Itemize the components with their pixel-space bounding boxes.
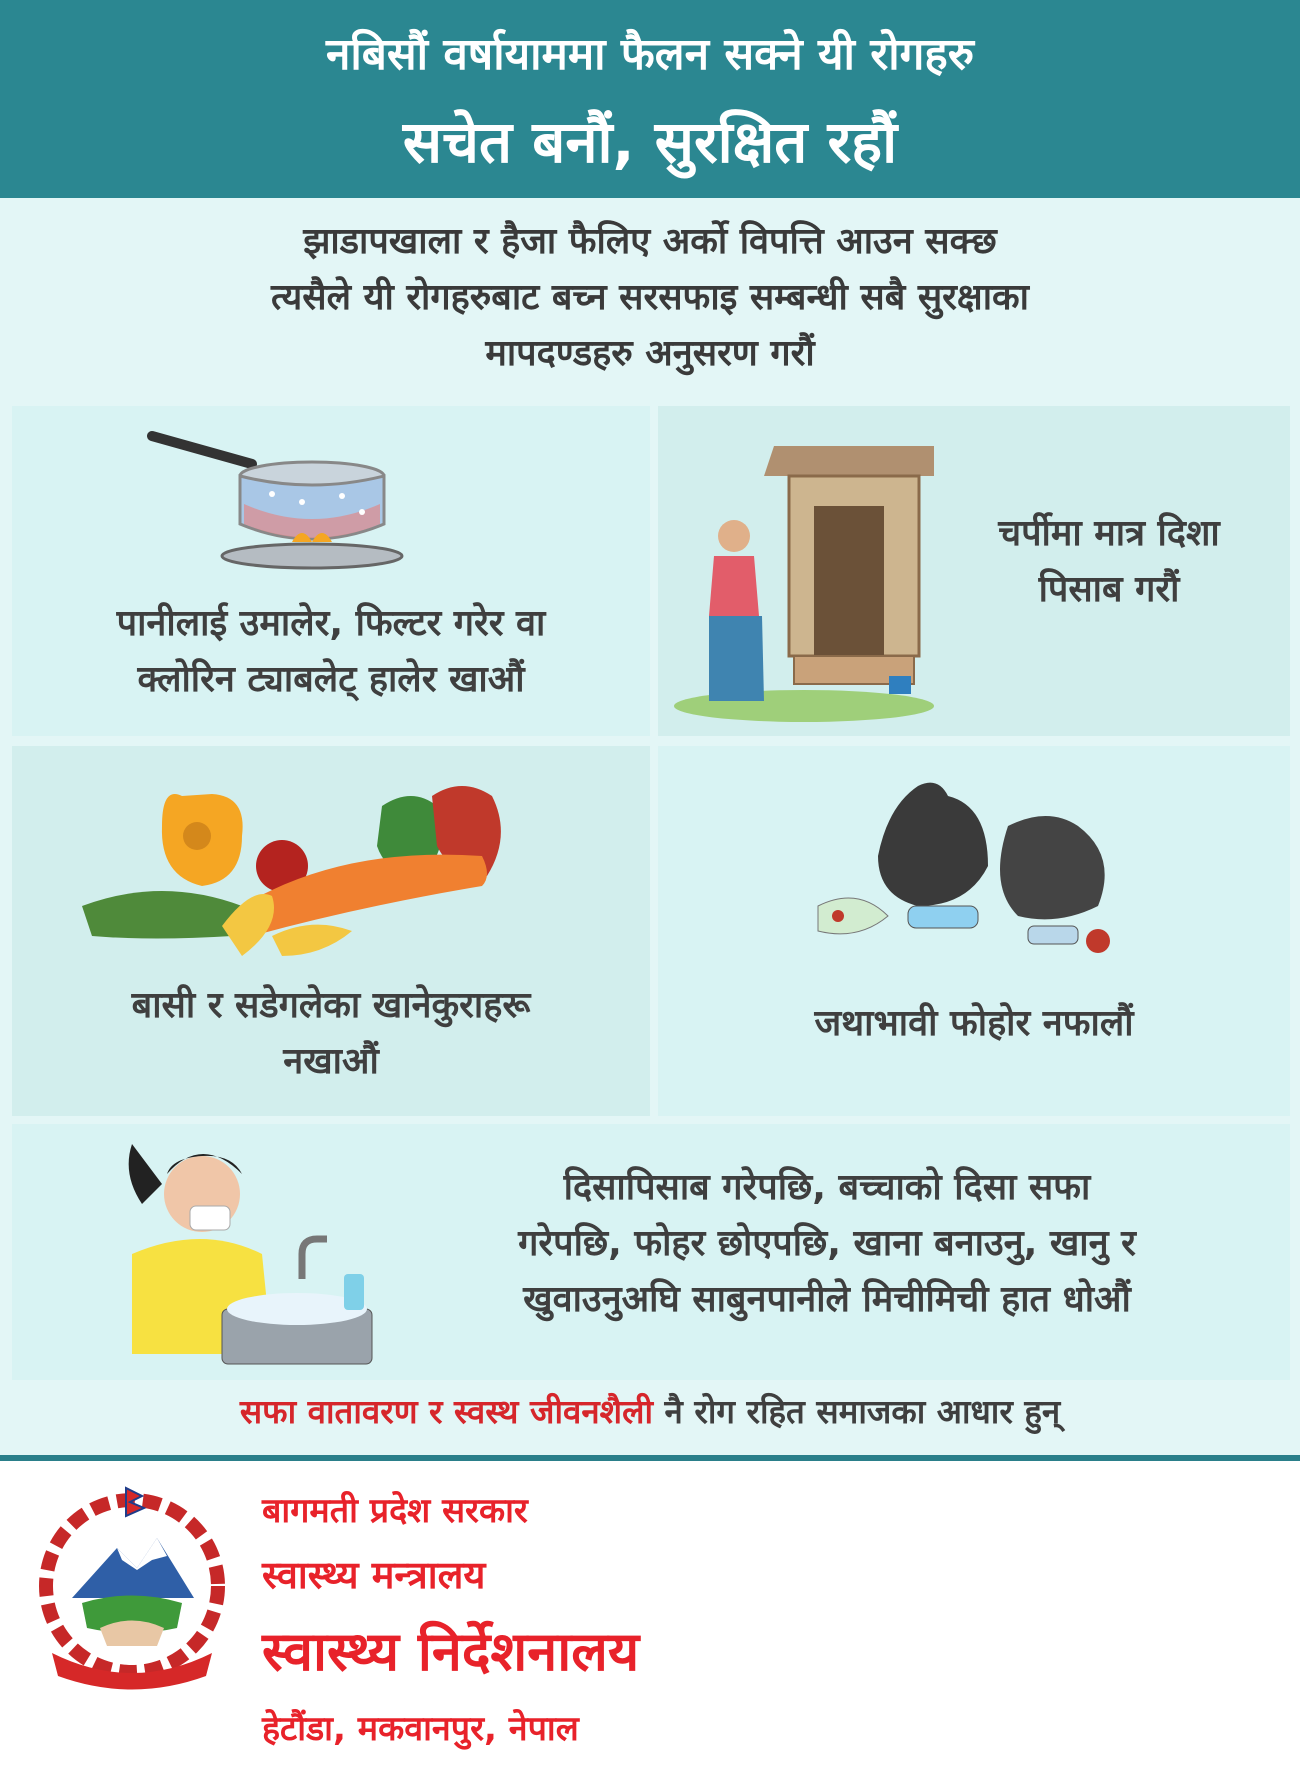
caption-line: क्लोरिन ट्याबलेट् हालेर खाऔं [137, 659, 525, 700]
header-subtitle: सचेत बनौं, सुरक्षित रहौं [402, 108, 898, 176]
caption-line: गरेपछि, फोहर छोएपछि, खाना बनाउनु, खानु र [518, 1223, 1136, 1264]
rotten-vegetables-icon [82, 766, 542, 966]
intro-line: त्यसैले यी रोगहरुबाट बच्न सरसफाइ सम्बन्धी सबै सुरक्षाका [270, 277, 1030, 318]
caption-line: बासी र सडेगलेका खानेकुराहरू [131, 985, 531, 1026]
header-title: नबिसौं वर्षायाममा फैलन सक्ने यी रोगहरु [325, 29, 975, 80]
tip-caption-water [12, 596, 650, 708]
emblem-motto: जननी जन्मभूमिश्च स्वर्गादपि गरीयसी [66, 1693, 200, 1704]
intro-line: झाडापखाला र हैजा फैलिए अर्को विपत्ति आउन सक्छ [303, 221, 997, 262]
slogan-highlight: सफा वातावरण र स्वस्थ जीवनशैली [239, 1392, 654, 1431]
tip-panel-waste [658, 746, 1290, 1116]
caption-line: दिसापिसाब गरेपछि, बच्चाको दिसा सफा [563, 1167, 1091, 1208]
tip-panel-water [12, 406, 650, 736]
slogan-rest: नै रोग रहित समाजका आधार हुन् [653, 1392, 1061, 1431]
intro-line: मापदण्डहरु अनुसरण गरौं [485, 333, 815, 374]
caption-line: चर्पीमा मात्र दिशा [998, 513, 1220, 554]
caption-line: खुवाउनुअघि साबुनपानीले मिचीमिची हात धोऔं [523, 1279, 1131, 1320]
footer-ministry: स्वास्थ्य मन्त्रालय [262, 1553, 486, 1597]
tip-caption-waste [658, 996, 1290, 1052]
caption-line: नखाऔं [283, 1041, 379, 1082]
caption-line: पिसाब गरौं [1038, 569, 1180, 610]
tip-panel-food [12, 746, 650, 1116]
handwashing-person-icon [112, 1134, 412, 1374]
tip-caption-handwash [402, 1160, 1252, 1328]
caption-line: पानीलाई उमालेर, फिल्टर गरेर वा [116, 603, 546, 644]
boiling-pot-icon [142, 424, 442, 574]
outhouse-icon [664, 436, 934, 726]
intro-text [0, 214, 1300, 382]
caption-line: जथाभावी फोहोर नफालौं [814, 1003, 1134, 1044]
tip-panel-toilet [658, 406, 1290, 736]
header-banner [0, 0, 1300, 198]
slogan [0, 1388, 1300, 1433]
nepal-emblem-icon [22, 1478, 242, 1698]
tip-caption-toilet [928, 506, 1290, 618]
garbage-bags-icon [798, 766, 1138, 966]
tip-panel-handwash [12, 1124, 1290, 1380]
tip-caption-food [12, 978, 650, 1090]
footer-gov: बागमती प्रदेश सरकार [262, 1491, 528, 1531]
footer-address: हेटौंडा, मकवानपुर, नेपाल [262, 1709, 579, 1749]
footer-directorate: स्वास्थ्य निर्देशनालय [262, 1620, 640, 1683]
